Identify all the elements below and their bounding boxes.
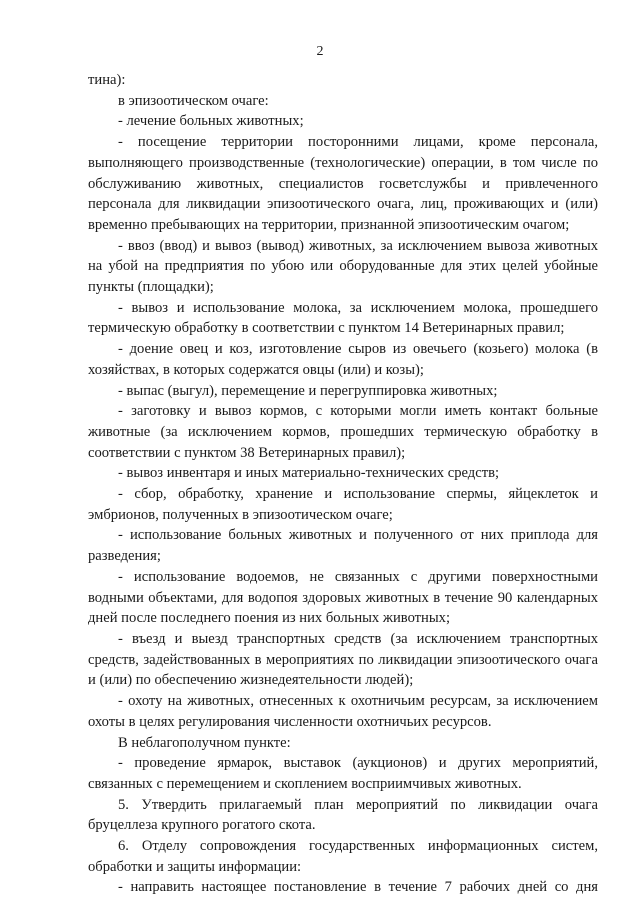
- paragraph: тина):: [88, 72, 126, 88]
- numbered-item: 5. Утвердить прилагаемый план мероприятий по ликвидации очага бруцеллеза крупного рогатого скота.: [88, 796, 598, 834]
- list-item: - доение овец и коз, изготовление сыров из овечьего (козьего) молока (в хозяйствах, в которых содержатся овцы (или) и козы);: [88, 341, 598, 378]
- document-body: [88, 70, 598, 898]
- list-item: - вывоз инвентаря и иных материально-технических средств;: [118, 465, 500, 482]
- list-item: - сбор, обработку, хранение и использование спермы, яйцеклеток и эмбрионов, полученных в эпизоотическом очаге;: [88, 486, 598, 523]
- list-item: - въезд и выезд транспортных средств (за исключением транспортных средств, задействованных в мероприятиях по ликвидации эпизоотического очага и (или) по обеспечению жизнедеятельности людей);: [88, 630, 598, 689]
- list-item: - использование водоемов, не связанных с другими поверхностными водными объектами, для водопоя здоровых животных в течение 90 календарных дней после последнего поения из них больных животных;: [88, 568, 598, 627]
- list-item: - посещение территории посторонними лицами, кроме персонала, выполняющего производственные (технологические) операции, в том числе по обслуживанию животных, специалистов госветслужбы и привлеченного персонала для ликвидации эпизоотического очага, лиц, проживающих и (или) временно пребывающих на территории, признанной эпизоотическим очагом;: [88, 134, 598, 233]
- list-item: - направить настоящее постановление в течение 7 рабочих дней со дня: [118, 879, 598, 896]
- paragraph: в эпизоотическом очаге:: [118, 92, 269, 109]
- list-item: - лечение больных животных;: [118, 113, 304, 130]
- list-item: - заготовку и вывоз кормов, с которыми могли иметь контакт больные животные (за исключением кормов, прошедших термическую обработку в соответствии с пунктом 38 Ветеринарных правил);: [88, 403, 598, 461]
- list-item: - использование больных животных и полученного от них приплода для разведения;: [88, 527, 598, 565]
- page-number: 2: [316, 44, 324, 59]
- list-item: - ввоз (ввод) и вывоз (вывод) животных, за исключением вывоза животных на убой на предприятия по убою или оборудованные для этих целей убойные пункты (площадки);: [88, 237, 598, 296]
- list-item: - вывоз и использование молока, за исключением молока, прошедшего термическую обработку в соответствии с пунктом 14 Ветеринарных правил;: [88, 299, 598, 337]
- list-item: - охоту на животных, отнесенных к охотничьим ресурсам, за исключением охоты в целях регулирования численности охотничьих ресурсов.: [88, 693, 598, 730]
- list-item: - проведение ярмарок, выставок (аукционов) и других мероприятий, связанных с перемещением и скоплением восприимчивых животных.: [88, 755, 598, 792]
- numbered-item: 6. Отделу сопровождения государственных информационных систем, обработки и защиты информации:: [88, 838, 598, 875]
- list-item: - выпас (выгул), перемещение и перегруппировка животных;: [118, 382, 498, 399]
- paragraph: В неблагополучном пункте:: [118, 734, 291, 751]
